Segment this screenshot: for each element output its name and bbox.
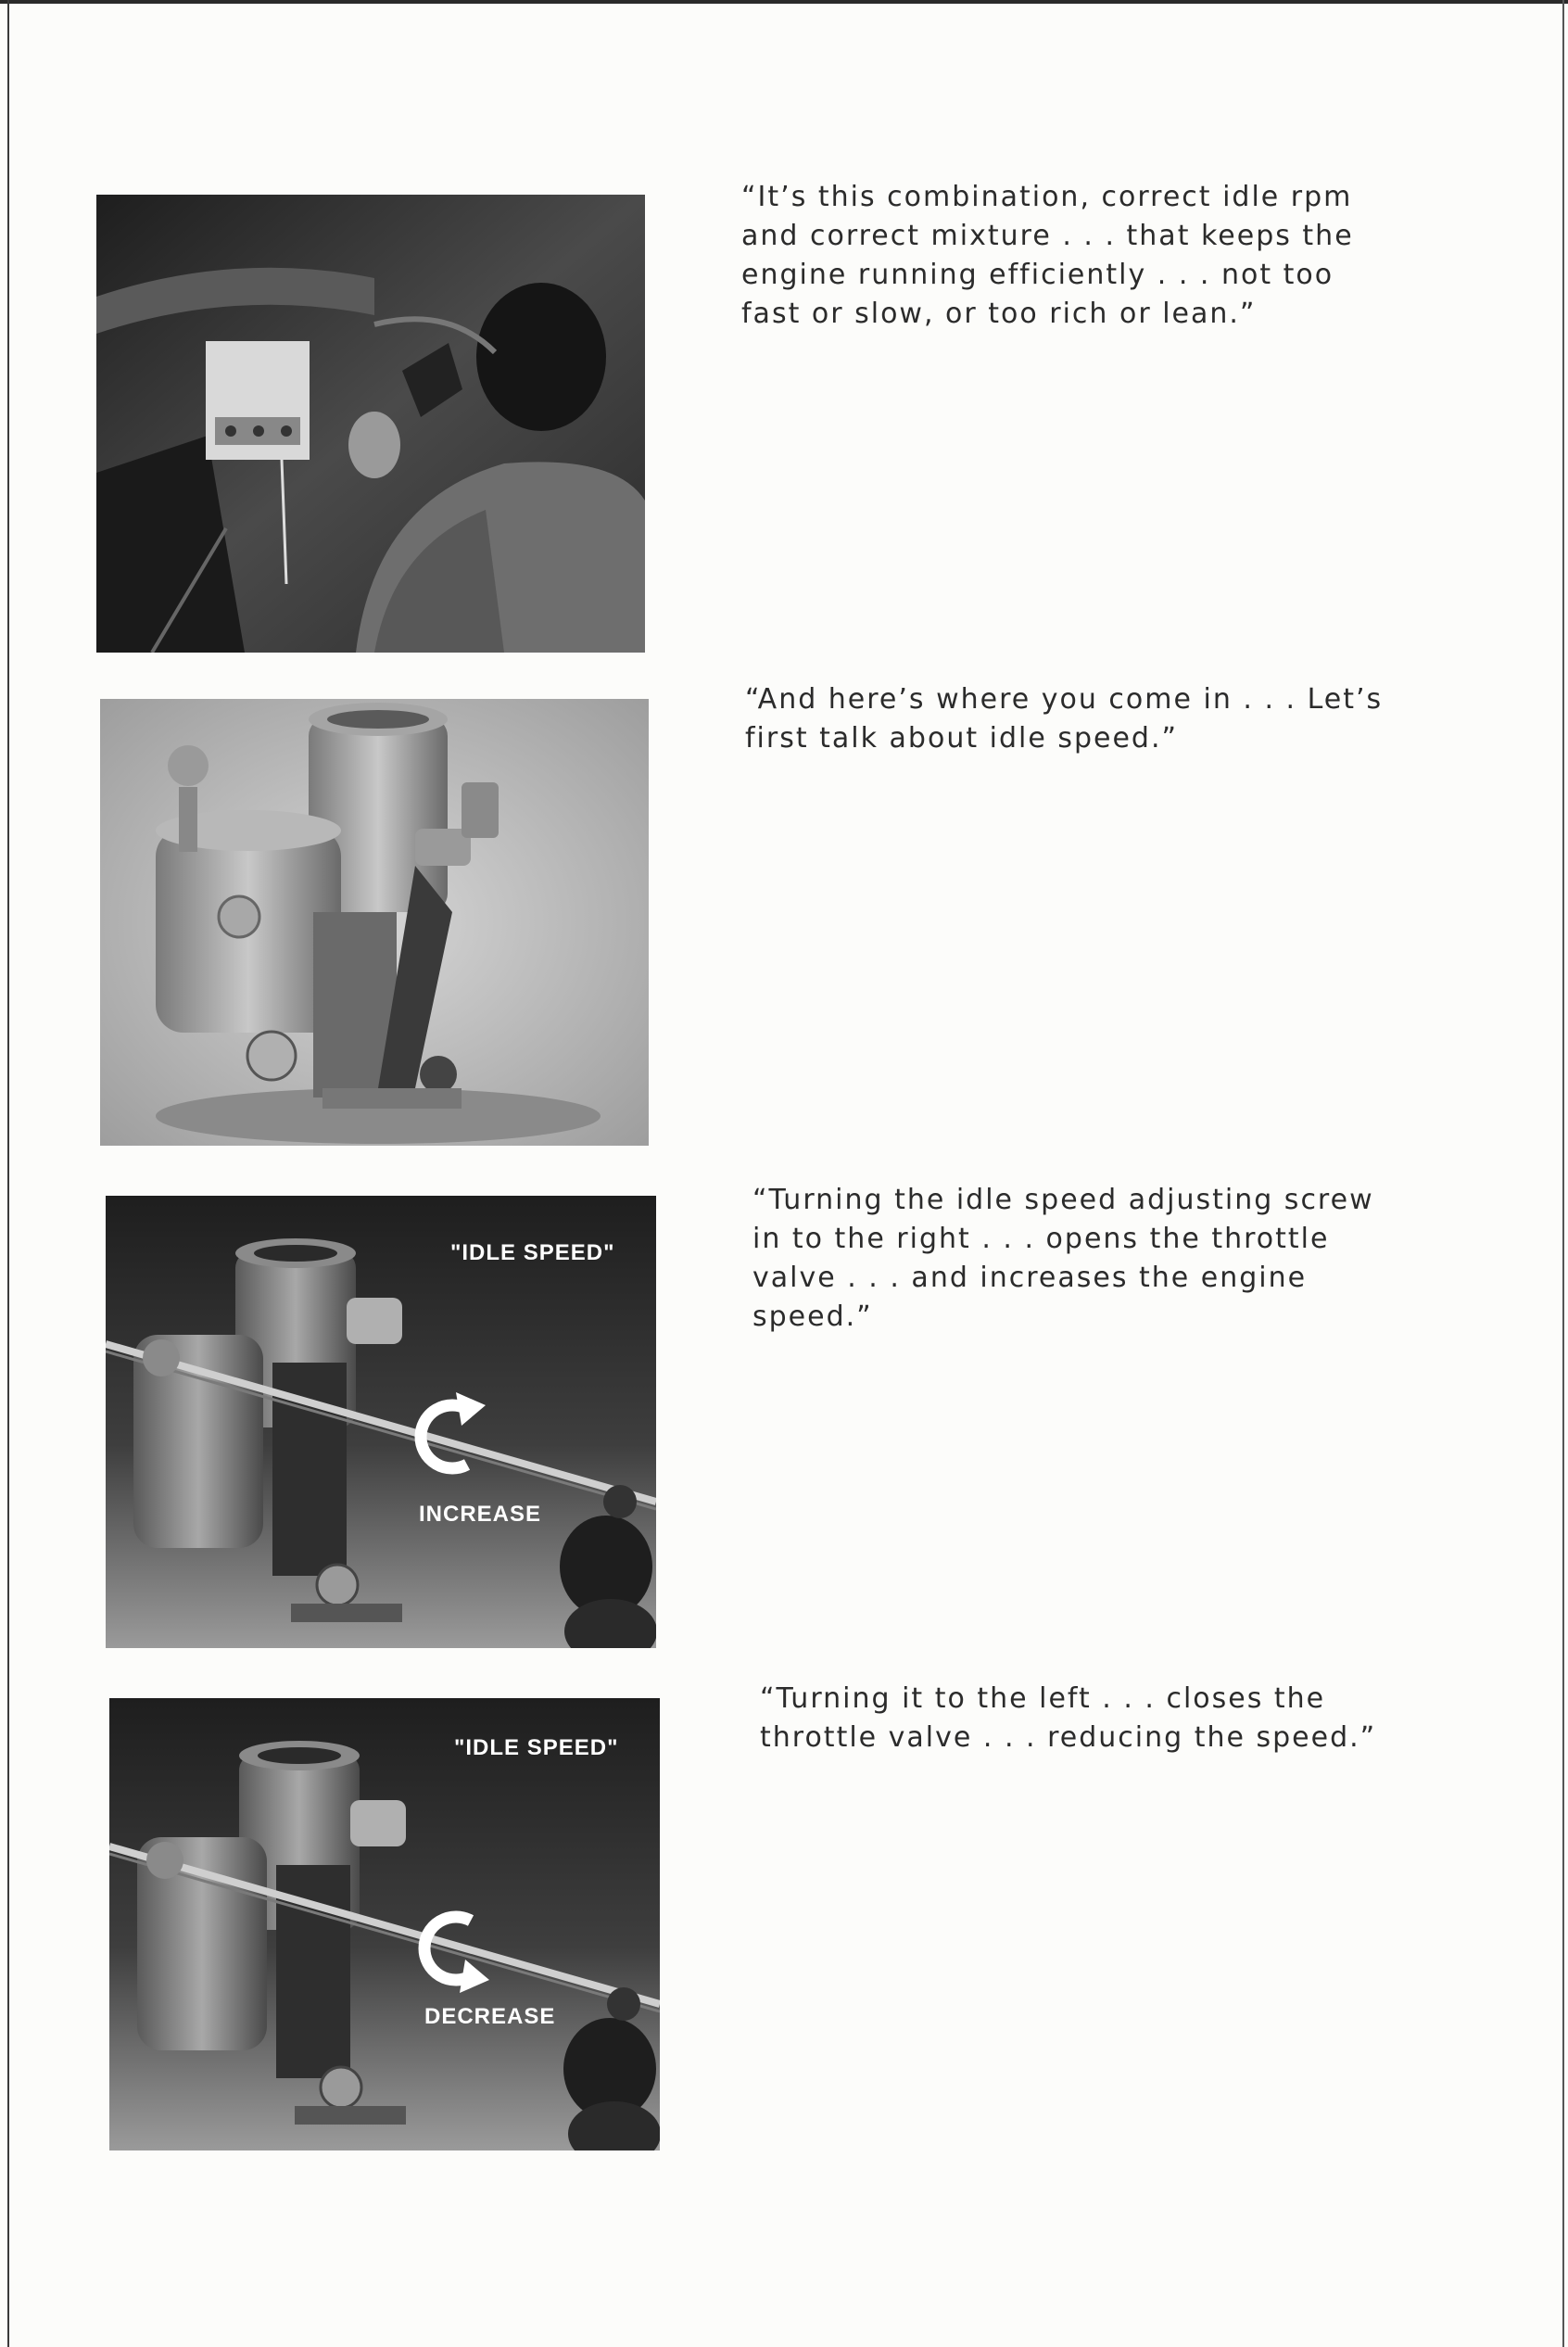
page-right-edge xyxy=(1562,0,1564,2347)
decrease-label: DECREASE xyxy=(424,2004,556,2029)
photo-idle-speed-increase xyxy=(106,1196,656,1648)
page-top-edge xyxy=(0,0,1568,4)
photo-carburetor xyxy=(100,699,649,1146)
caption-turning-right: “Turning the idle speed adjusting screw in to the right . . . opens the throttle valve . . . and increases the engine speed.” xyxy=(752,1184,1374,1333)
idle-speed-label: "IDLE SPEED" xyxy=(454,1735,619,1760)
caption-where-you-come-in: “And here’s where you come in . . . Let’s first talk about idle speed.” xyxy=(745,683,1384,755)
caption-combination: “It’s this combination, correct idle rpm and correct mixture . . . that keeps the engine running efficiently . . . not too fast or slow, or too rich or lean.” xyxy=(741,181,1354,330)
page-left-edge xyxy=(7,0,9,2347)
photo-idle-speed-decrease-image xyxy=(109,1698,660,2150)
photo-idle-speed-decrease xyxy=(109,1698,660,2150)
photo-carburetor-image xyxy=(100,699,649,1146)
photo-mechanic-tuning-image xyxy=(96,195,645,653)
idle-speed-label: "IDLE SPEED" xyxy=(450,1240,615,1265)
increase-label: INCREASE xyxy=(419,1502,542,1527)
photo-mechanic-tuning xyxy=(96,195,645,653)
caption-turning-left: “Turning it to the left . . . closes the throttle valve . . . reducing the speed.” xyxy=(760,1682,1377,1754)
